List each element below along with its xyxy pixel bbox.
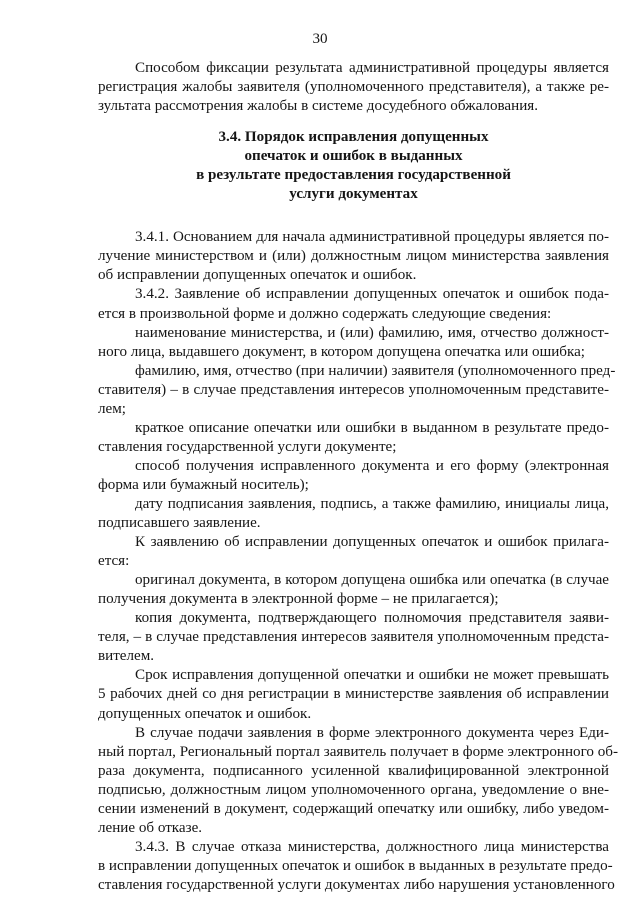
text-line: ется:: [98, 553, 130, 570]
text-line: ставления государственной услуги документе;: [98, 438, 397, 455]
page-number: 30: [312, 31, 328, 47]
text-line: 3.4.3. В случае отказа министерства, должностного лица министерства: [135, 838, 609, 855]
text-line: дату подписания заявления, подпись, а также фамилию, инициалы лица,: [135, 495, 609, 512]
text-line: раза документа, подписанного усиленной квалифицированной электронной: [98, 762, 609, 779]
text-line: об исправлении допущенных опечаток и ошибок.: [98, 267, 417, 284]
text-line: способ получения исправленного документа и его форму (электронная: [135, 457, 609, 474]
text-line: копия документа, подтверждающего полномочия представителя заяви-: [135, 610, 609, 627]
heading-line: опечаток и ошибок в выданных: [244, 148, 463, 165]
heading-line: в результате предоставления государственной: [196, 167, 511, 184]
text-line: сении изменений в документ, содержащий опечатку или ошибку, либо уведом-: [98, 800, 609, 817]
text-line: Способом фиксации результата административной процедуры является: [135, 60, 609, 76]
text-line: регистрация жалобы заявителя (уполномоченного представителя), а также ре-: [98, 79, 609, 96]
intro-paragraph: [98, 59, 609, 116]
text-line: форма или бумажный носитель);: [98, 476, 309, 493]
text-line: ставления государственной услуги документах либо нарушения установленного: [98, 876, 615, 893]
text-line: В случае подачи заявления в форме электронного документа через Еди-: [135, 724, 609, 741]
text-line: вителем.: [98, 648, 155, 665]
section-heading: [98, 128, 609, 204]
text-line: подписавшего заявление.: [98, 515, 261, 532]
text-line: фамилию, имя, отчество (при наличии) заявителя (уполномоченного пред-: [135, 362, 616, 379]
text-line: теля, – в случае представления интересов заявителя уполномоченным предста-: [98, 629, 609, 646]
text-line: ется в произвольной форме и должно содержать следующие сведения:: [98, 305, 552, 322]
text-line: оригинал документа, в котором допущена ошибка или опечатка (в случае: [135, 572, 609, 589]
text-line: ставителя) – в случае представления интересов уполномоченным представите-: [98, 381, 609, 398]
heading-line: 3.4. Порядок исправления допущенных: [218, 129, 489, 146]
text-line: допущенных опечаток и ошибок.: [98, 705, 312, 722]
section-body: [98, 228, 618, 895]
text-line: наименование министерства, и (или) фамилию, имя, отчество должност-: [135, 324, 609, 341]
text-line: лучение министерством и (или) должностным лицом министерства заявления: [98, 248, 609, 265]
body-text: [98, 59, 618, 895]
text-line: лем;: [98, 400, 126, 417]
text-line: К заявлению об исправлении допущенных опечаток и ошибок прилага-: [135, 534, 609, 551]
text-line: ление об отказе.: [98, 819, 203, 836]
text-line: 3.4.2. Заявление об исправлении допущенных опечаток и ошибок пода-: [135, 286, 609, 303]
heading-line: услуги документах: [289, 186, 418, 203]
text-line: подписью, должностным лицом уполномоченного органа, уведомление о вне-: [98, 781, 609, 798]
text-line: 5 рабочих дней со дня регистрации в министерстве заявления об исправлении: [98, 686, 609, 703]
text-line: зультата рассмотрения жалобы в системе досудебного обжалования.: [98, 98, 538, 115]
text-line: 3.4.1. Основанием для начала административной процедуры является по-: [135, 229, 609, 246]
text-line: ного лица, выдавшего документ, в котором допущена опечатка или ошибка;: [98, 343, 585, 360]
text-line: краткое описание опечатки или ошибки в выданном в результате предо-: [135, 419, 609, 436]
text-line: Срок исправления допущенной опечатки и ошибки не может превышать: [135, 667, 609, 684]
text-line: получения документа в электронной форме – не прилагается);: [98, 591, 499, 608]
text-line: в исправлении допущенных опечаток и ошибок в выданных в результате предо-: [98, 857, 613, 874]
text-line: ный портал, Региональный портал заявитель получает в форме электронного об-: [98, 743, 618, 760]
